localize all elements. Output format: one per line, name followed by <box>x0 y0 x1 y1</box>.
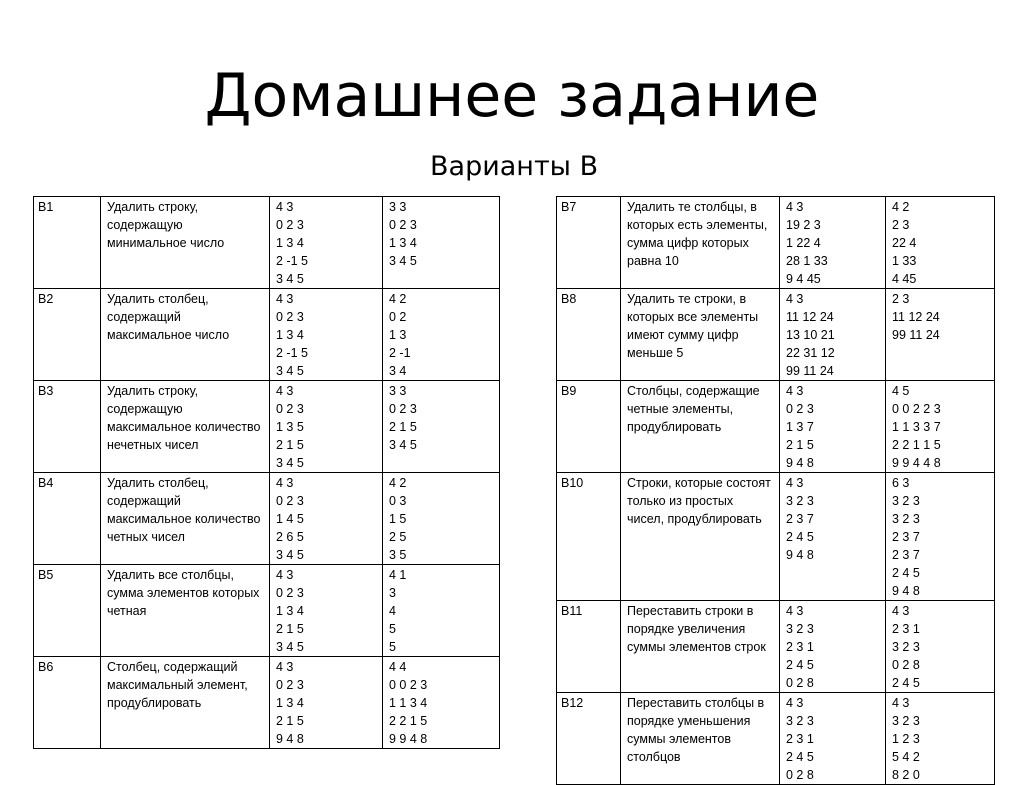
output-line: 1 1 3 4 <box>389 696 428 710</box>
input-line: 2 1 5 <box>276 438 304 452</box>
output-line: 3 <box>389 586 396 600</box>
variant-task: Переставить столбцы в порядке уменьшения суммы элементов столбцов <box>621 693 780 785</box>
variant-input <box>270 657 383 749</box>
variant-code: B3 <box>34 381 101 473</box>
variant-input <box>780 693 886 785</box>
variant-row <box>557 693 995 785</box>
output-line: 2 2 1 1 5 <box>892 438 941 452</box>
output-line: 2 3 7 <box>892 548 920 562</box>
input-line: 2 6 5 <box>276 530 304 544</box>
output-line: 0 0 2 3 <box>389 678 428 692</box>
input-line: 0 2 3 <box>276 678 304 692</box>
input-line: 2 4 5 <box>786 750 814 764</box>
variants-table-right <box>556 196 995 785</box>
output-line: 1 3 4 <box>389 236 417 250</box>
output-line: 9 9 4 8 <box>389 732 428 746</box>
output-line: 1 2 3 <box>892 732 920 746</box>
input-line: 4 3 <box>786 696 804 710</box>
variant-output <box>383 381 500 473</box>
variant-input <box>780 601 886 693</box>
output-line: 5 4 2 <box>892 750 920 764</box>
input-line: 0 2 3 <box>276 218 304 232</box>
variant-code: B7 <box>557 197 621 289</box>
input-line: 9 4 8 <box>786 548 814 562</box>
output-line: 2 3 7 <box>892 530 920 544</box>
input-line: 4 3 <box>786 200 804 214</box>
output-line: 2 3 <box>892 292 910 306</box>
input-line: 4 3 <box>786 476 804 490</box>
variant-code: B9 <box>557 381 621 473</box>
output-line: 2 3 1 <box>892 622 920 636</box>
output-line: 0 2 3 <box>389 402 417 416</box>
input-line: 2 -1 5 <box>276 346 308 360</box>
variant-code: B6 <box>34 657 101 749</box>
input-line: 1 3 7 <box>786 420 814 434</box>
input-line: 2 3 1 <box>786 732 814 746</box>
variant-task: Переставить строки в порядке увеличения суммы элементов строк <box>621 601 780 693</box>
variant-task: Столбцы, содержащие четные элементы, продублировать <box>621 381 780 473</box>
variant-task: Удалить столбец, содержащий максимальное количество четных чисел <box>101 473 270 565</box>
output-line: 3 2 3 <box>892 494 920 508</box>
input-line: 4 3 <box>276 476 294 490</box>
output-line: 3 4 5 <box>389 254 417 268</box>
input-line: 4 3 <box>276 200 294 214</box>
output-line: 2 4 5 <box>892 566 920 580</box>
output-line: 1 1 3 3 7 <box>892 420 941 434</box>
input-line: 0 2 8 <box>786 768 814 782</box>
variant-input <box>780 381 886 473</box>
output-line: 5 <box>389 640 396 654</box>
output-line: 4 2 <box>389 476 407 490</box>
variant-input <box>780 473 886 601</box>
output-line: 9 4 8 <box>892 584 920 598</box>
variant-row <box>34 657 500 749</box>
variant-output <box>886 473 995 601</box>
variant-task: Строки, которые состоят только из простых чисел, продублировать <box>621 473 780 601</box>
variant-output <box>383 657 500 749</box>
input-line: 4 3 <box>276 568 294 582</box>
input-line: 1 3 4 <box>276 696 304 710</box>
page-title: Домашнее задание <box>204 61 820 131</box>
variant-output <box>383 473 500 565</box>
input-line: 0 2 8 <box>786 676 814 690</box>
input-line: 1 3 4 <box>276 328 304 342</box>
output-line: 4 45 <box>892 272 917 286</box>
input-line: 22 31 12 <box>786 346 835 360</box>
output-line: 3 4 5 <box>389 438 417 452</box>
output-line: 2 2 1 5 <box>389 714 428 728</box>
variant-task: Удалить те столбцы, в которых есть элементы, сумма цифр которых равна 10 <box>621 197 780 289</box>
output-line: 2 4 5 <box>892 676 920 690</box>
input-line: 1 3 4 <box>276 604 304 618</box>
output-line: 3 5 <box>389 548 407 562</box>
output-line: 2 1 5 <box>389 420 417 434</box>
output-line: 0 2 3 <box>389 218 417 232</box>
variant-row <box>34 289 500 381</box>
output-line: 6 3 <box>892 476 910 490</box>
variant-output <box>383 197 500 289</box>
output-line: 4 3 <box>892 696 910 710</box>
variant-row <box>557 289 995 381</box>
variant-output <box>886 693 995 785</box>
variant-output <box>383 289 500 381</box>
variant-task: Удалить столбец, содержащий максимальное число <box>101 289 270 381</box>
input-line: 0 2 3 <box>276 494 304 508</box>
variant-row <box>557 197 995 289</box>
output-line: 3 3 <box>389 384 407 398</box>
variant-row <box>34 197 500 289</box>
variant-input <box>780 197 886 289</box>
input-line: 2 -1 5 <box>276 254 308 268</box>
variant-output <box>886 289 995 381</box>
output-line: 3 2 3 <box>892 512 920 526</box>
input-line: 0 2 3 <box>786 402 814 416</box>
input-line: 3 4 5 <box>276 272 304 286</box>
variant-task: Удалить строку, содержащую максимальное количество нечетных чисел <box>101 381 270 473</box>
variant-code: B11 <box>557 601 621 693</box>
output-line: 1 3 <box>389 328 407 342</box>
variant-code: B1 <box>34 197 101 289</box>
output-line: 2 5 <box>389 530 407 544</box>
input-line: 1 3 4 <box>276 236 304 250</box>
input-line: 3 4 5 <box>276 640 304 654</box>
variant-code: B4 <box>34 473 101 565</box>
input-line: 2 3 1 <box>786 640 814 654</box>
variant-output <box>886 197 995 289</box>
input-line: 3 4 5 <box>276 364 304 378</box>
variant-task: Удалить все столбцы, сумма элементов которых четная <box>101 565 270 657</box>
variant-input <box>270 381 383 473</box>
output-line: 2 3 <box>892 218 910 232</box>
variant-row <box>557 381 995 473</box>
input-line: 11 12 24 <box>786 310 834 324</box>
output-line: 2 -1 <box>389 346 411 360</box>
variant-task: Удалить строку, содержащую минимальное число <box>101 197 270 289</box>
output-line: 22 4 <box>892 236 917 250</box>
variant-input <box>780 289 886 381</box>
input-line: 2 1 5 <box>276 714 304 728</box>
output-line: 0 3 <box>389 494 407 508</box>
input-line: 2 1 5 <box>786 438 814 452</box>
output-line: 4 1 <box>389 568 407 582</box>
output-line: 0 0 2 2 3 <box>892 402 941 416</box>
input-line: 0 2 3 <box>276 586 304 600</box>
variant-row <box>557 473 995 601</box>
variant-input <box>270 565 383 657</box>
output-line: 4 5 <box>892 384 910 398</box>
output-line: 3 2 3 <box>892 714 920 728</box>
input-line: 9 4 8 <box>276 732 304 746</box>
input-line: 3 4 5 <box>276 456 304 470</box>
input-line: 4 3 <box>786 292 804 306</box>
input-line: 2 4 5 <box>786 658 814 672</box>
variant-code: B5 <box>34 565 101 657</box>
output-line: 4 4 <box>389 660 407 674</box>
input-line: 1 22 4 <box>786 236 821 250</box>
output-line: 99 11 24 <box>892 328 940 342</box>
input-line: 4 3 <box>276 384 294 398</box>
output-line: 3 3 <box>389 200 407 214</box>
variant-output <box>886 601 995 693</box>
input-line: 2 4 5 <box>786 530 814 544</box>
output-line: 11 12 24 <box>892 310 940 324</box>
output-line: 3 4 <box>389 364 407 378</box>
input-line: 4 3 <box>786 604 804 618</box>
variant-row <box>34 473 500 565</box>
input-line: 99 11 24 <box>786 364 834 378</box>
variant-task: Столбец, содержащий максимальный элемент, продублировать <box>101 657 270 749</box>
input-line: 19 2 3 <box>786 218 821 232</box>
output-line: 4 2 <box>389 292 407 306</box>
output-line: 9 9 4 4 8 <box>892 456 941 470</box>
input-line: 9 4 45 <box>786 272 821 286</box>
variant-input <box>270 289 383 381</box>
variant-input <box>270 197 383 289</box>
output-line: 1 33 <box>892 254 917 268</box>
variant-input <box>270 473 383 565</box>
variants-table-left <box>33 196 500 749</box>
input-line: 0 2 3 <box>276 402 304 416</box>
output-line: 0 2 <box>389 310 407 324</box>
variant-output <box>886 381 995 473</box>
output-line: 4 2 <box>892 200 910 214</box>
page-subtitle: Варианты В <box>430 151 599 182</box>
input-line: 3 2 3 <box>786 622 814 636</box>
variant-code: B12 <box>557 693 621 785</box>
input-line: 9 4 8 <box>786 456 814 470</box>
input-line: 4 3 <box>276 660 294 674</box>
variant-row <box>557 601 995 693</box>
output-line: 3 2 3 <box>892 640 920 654</box>
output-line: 1 5 <box>389 512 407 526</box>
input-line: 0 2 3 <box>276 310 304 324</box>
output-line: 5 <box>389 622 396 636</box>
input-line: 1 3 5 <box>276 420 304 434</box>
input-line: 1 4 5 <box>276 512 304 526</box>
variant-code: B2 <box>34 289 101 381</box>
input-line: 3 2 3 <box>786 714 814 728</box>
variant-task: Удалить те строки, в которых все элементы имеют сумму цифр меньше 5 <box>621 289 780 381</box>
input-line: 3 2 3 <box>786 494 814 508</box>
output-line: 8 2 0 <box>892 768 920 782</box>
input-line: 13 10 21 <box>786 328 835 342</box>
input-line: 4 3 <box>276 292 294 306</box>
input-line: 4 3 <box>786 384 804 398</box>
variant-code: B8 <box>557 289 621 381</box>
input-line: 28 1 33 <box>786 254 828 268</box>
variant-output <box>383 565 500 657</box>
variant-row <box>34 565 500 657</box>
input-line: 2 1 5 <box>276 622 304 636</box>
output-line: 0 2 8 <box>892 658 920 672</box>
output-line: 4 <box>389 604 396 618</box>
input-line: 3 4 5 <box>276 548 304 562</box>
output-line: 4 3 <box>892 604 910 618</box>
variant-row <box>34 381 500 473</box>
input-line: 2 3 7 <box>786 512 814 526</box>
variant-code: B10 <box>557 473 621 601</box>
